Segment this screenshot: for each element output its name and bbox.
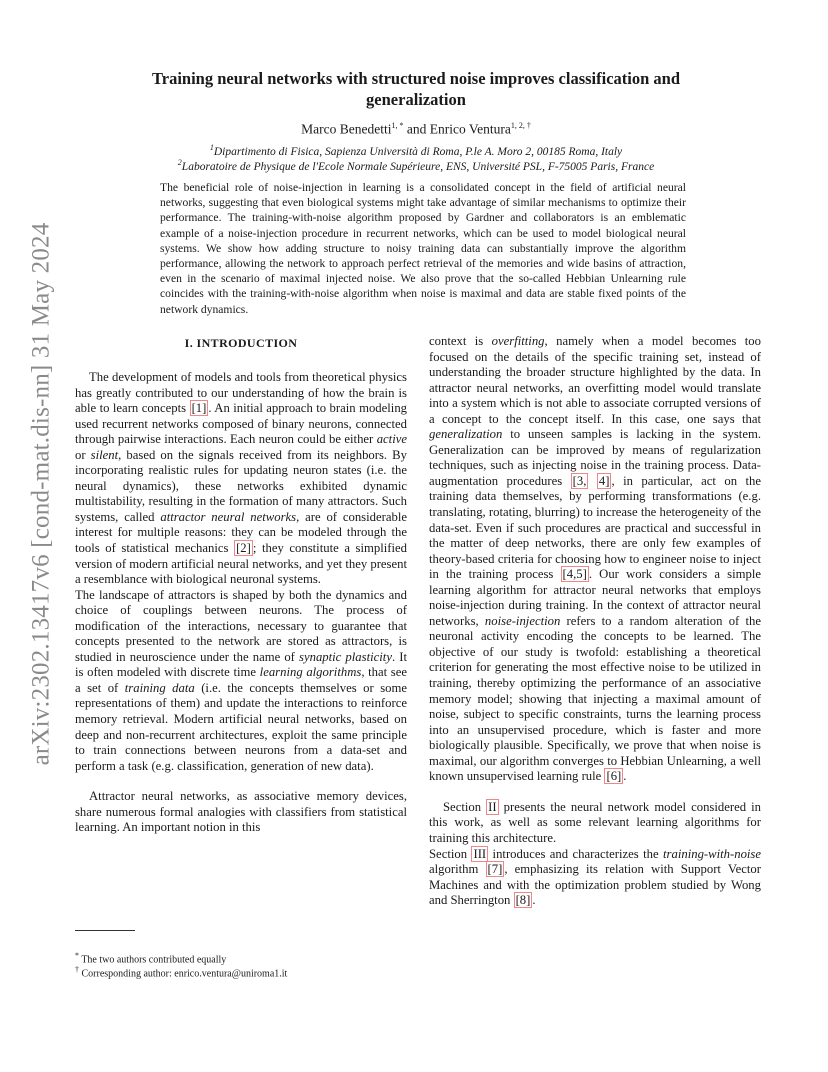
arxiv-stamp-text: arXiv:2302.13417v6 [cond-mat.dis-nn] 31 May 2024 — [27, 222, 55, 766]
intro-paragraph-3: Attractor neural networks, as associative memory devices, share numerous formal analogies with classifiers from statistical learning. An important notion in this — [75, 789, 407, 835]
affiliation-2-number: 2 — [177, 158, 182, 167]
outline-paragraph-section-3: Section III introduces and characterizes the training-with-noise algorithm [7] , emphasizing its relation with Support Vector Machines and with the optimization problem studied by Wong and Sherrington [8] . — [429, 846, 762, 908]
affiliation-2 — [100, 158, 732, 173]
citation-link-6[interactable]: [6] — [606, 769, 622, 784]
citation-link-8[interactable]: [8] — [515, 893, 531, 908]
citation-link-1[interactable]: [1] — [191, 401, 207, 416]
outline-paragraph-section-2: Section II presents the neural network model considered in this work, as well as some relevant learning algorithms for training this architecture. — [429, 799, 762, 845]
section-heading-introduction: I. INTRODUCTION — [184, 336, 298, 350]
citation-link-3[interactable]: [3, — [572, 473, 587, 488]
author-list — [100, 121, 732, 138]
left-column — [75, 370, 407, 836]
author-benedetti: Marco Benedetti — [301, 121, 392, 137]
footnote-1-mark: * — [75, 951, 79, 960]
abstract: The beneficial role of noise-injection in learning is a consolidated concept in the field of artificial neural networks, suggesting that even biological systems might take advantage of similar mechanisms to optimize their performance. The training-with-noise algorithm proposed by Gardner and collaborators is an emblematic example of a noise-injection procedure in recurrent networks, which can be used to model biological neural systems. We show how adding structure to noisy training data can substantially improve the algorithm performance, allowing the network to approach perfect retrieval of the memories and wide basins of attraction, even in the scenario of maximal injected noise. We also prove that the so-called Hebbian Unlearning rule coincides with the training-with-noise algorithm when noise is maximal and data are stable fixed points of the network dynamics. — [160, 181, 686, 316]
footnote-1 — [75, 951, 435, 965]
citation-link-4[interactable]: 4] — [598, 473, 610, 488]
title-line-1: Training neural networks with structured noise improves classification and — [151, 69, 681, 88]
section-link-3[interactable]: III — [473, 846, 487, 861]
intro-paragraph-1: The development of models and tools from theoretical physics has greatly contributed to our understanding of how the brain is able to learn concepts [1] . An initial approach to brain modeling used recurrent networks composed of binary neurons, connected through pairwise interactions. Each neuron could be either active or silent, based on the signals received from its neighbors. By incorporating realistic rules for updating neuron states (i.e. the neural dynamics), these networks exhibited dynamic multistability, resulting in the formation of many attractors. Such systems, called attractor neural networks, are of considerable interest for multiple reasons: they can be modeled through the tools of statistical mechanics [2] ; they constitute a simplified version of modern artificial neural networks, and yet they present a resemblance with biological neuronal systems. — [75, 370, 408, 587]
affiliation-1-number: 1 — [209, 143, 214, 152]
author1-affiliation-mark[interactable]: 1, * — [391, 121, 404, 130]
author-ventura: Enrico Ventura — [429, 121, 511, 137]
section-link-2[interactable]: II — [488, 799, 497, 814]
affiliation-2-text: Laboratoire de Physique de l'Ecole Normale Supérieure, ENS, Université PSL, F-75005 Paris, France — [181, 160, 655, 173]
footnote-1-text: The two authors contributed equally — [79, 954, 227, 966]
footnote-2-text: Corresponding author: enrico.ventura@uniroma1.it — [79, 968, 288, 980]
arxiv-identifier-stamp — [22, 222, 60, 766]
affiliation-1-text: Dipartimento di Fisica, Sapienza Università di Roma, P.le A. Moro 2, 00185 Roma, Italy — [213, 145, 623, 158]
citation-link-2[interactable]: [2] — [236, 541, 251, 556]
citation-link-7[interactable]: [7] — [487, 862, 503, 877]
title-line-2: generalization — [366, 90, 466, 109]
paper-title — [100, 68, 732, 110]
authors-conjunction: and — [403, 121, 430, 137]
intro-paragraph-4: context is overfitting, namely when a model becomes too focused on the details of the specific training set, instead of understanding the broader structure highlighted by the data. In attractor neural networks, an overfitting model would translate into a system which is not able to associate corrupted versions of a concept to the concept itself. In this case, one says that generalization to unseen samples is lacking in the system. Generalization can be improved by means of regularization techniques, such as injecting noise in the training process. Data-augmentation procedures [3, 4] , in particular, act on the training data themselves, by performing transformations (e.g. translating, rotating, blurring) to increase the heterogeneity of the data-set. Even if such procedures are practical and successful in the matter of deep networks, there are only few examples of theory-based criteria for choosing how to engineer noise to inject in the training process [4,5] . Our work considers a simple learning algorithm for attractor neural networks that employs noise-injection during training. In the context of attractor neural networks, noise-injection refers to a random alteration of the neuronal activity encoding the concepts to be learned. The objective of our study is twofold: establishing a theoretical criterion for generating the most effective noise to be utilized in training, thereby optimizing the performance of an associative memory model; showing that injecting a maximal amount of noise, subject to specific constraints, turns the learning process into an unsupervised procedure, which is faster and more biologically plausible. Specifically, we prove that when noise is maximal, our algorithm converges to Hebbian Unlearning, a well known unsupervised learning rule [6] . — [429, 334, 762, 784]
affiliation-1 — [100, 143, 732, 158]
footnote-2-mark: † — [75, 965, 79, 974]
footnote-rule — [75, 930, 135, 931]
footnote-2 — [75, 965, 435, 979]
citation-link-4-5[interactable]: [4,5] — [562, 567, 587, 582]
author2-affiliation-mark[interactable]: 1, 2, † — [510, 121, 531, 130]
right-column — [429, 334, 761, 909]
intro-paragraph-2: The landscape of attractors is shaped by both the dynamics and choice of couplings between neurons. The process of modification of the interactions, necessary to guarantee that concepts presented to the network are stored as attractors, is studied in neuroscience under the name of synaptic plasticity. It is often modeled with discrete time learning algorithms, that see a set of training data (i.e. the concepts themselves or some representations of them) and update the interactions to reinforce memory retrieval. Modern artificial neural networks, based on deep and non-recurrent architectures, exploit the same principle to train connections between neurons from a data-set and perform a task (e.g. classification, generation of new data). — [75, 587, 408, 773]
